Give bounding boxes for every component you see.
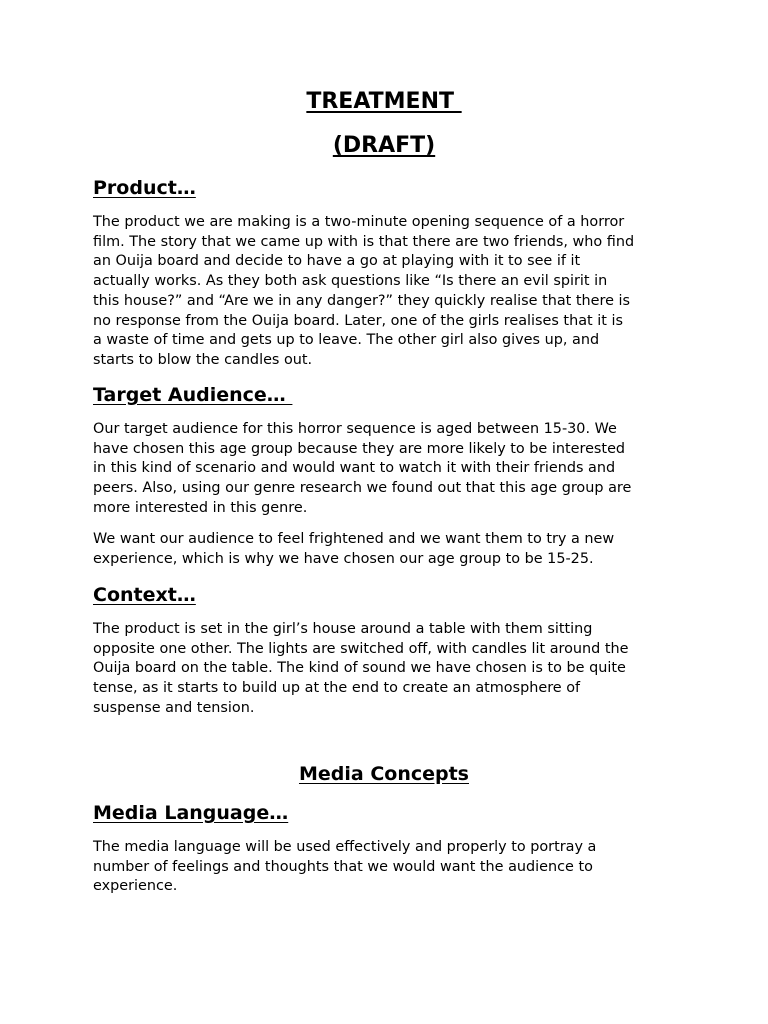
text-line: no response from the Ouija board. Later, one of the girls realises that it is <box>93 312 623 329</box>
text-line: experience. <box>93 878 178 895</box>
text-line: peers. Also, using our genre research we found out that this age group are <box>93 480 632 497</box>
text-line: The product we are making is a two-minute opening sequence of a horror <box>93 214 625 230</box>
text-line: have chosen this age group because they are more likely to be interested <box>93 440 626 457</box>
text-line: this house?” and “Are we in any danger?” they quickly realise that there is <box>93 292 631 309</box>
paragraph-target-audience-1 <box>93 420 693 519</box>
text-line: The product is set in the girl’s house around a table with them sitting <box>93 621 593 637</box>
text-line: The media language will be used effectively and properly to portray a <box>93 839 597 855</box>
text-line: suspense and tension. <box>93 699 255 716</box>
text-line: more interested in this genre. <box>93 499 308 516</box>
text-line: Ouija board on the table. The kind of sound we have chosen is to be quite <box>93 660 626 677</box>
text-line: film. The story that we came up with is that there are two friends, who find <box>93 233 635 250</box>
text-line: actually works. As they both ask questions like “Is there an evil spirit in <box>93 273 608 290</box>
paragraph-target-audience-2 <box>93 530 693 569</box>
text-line: tense, as it starts to build up at the end to create an atmosphere of <box>93 680 581 697</box>
section-heading-media-language: Media Language… <box>93 802 289 824</box>
text-line: starts to blow the candles out. <box>93 351 313 368</box>
text-line: We want our audience to feel frightened and we want them to try a new <box>93 531 615 547</box>
text-line: an Ouija board and decide to have a go at playing with it to see if it <box>93 253 581 270</box>
text-line: in this kind of scenario and would want to watch it with their friends and <box>93 460 616 477</box>
section-heading-target-audience: Target Audience… <box>93 384 293 406</box>
text-line: opposite one other. The lights are switched off, with candles lit around the <box>93 640 629 657</box>
text-line: Our target audience for this horror sequence is aged between 15-30. We <box>93 421 617 437</box>
text-line: number of feelings and thoughts that we would want the audience to <box>93 858 593 875</box>
text-line: a waste of time and gets up to leave. The other girl also gives up, and <box>93 332 600 349</box>
text-line: experience, which is why we have chosen our age group to be 15-25. <box>93 550 594 567</box>
document-title: TREATMENT <box>306 89 462 114</box>
section-heading-context: Context… <box>93 584 196 606</box>
paragraph-context <box>93 620 693 719</box>
section-heading-product: Product… <box>93 177 196 199</box>
document-subtitle: (DRAFT) <box>332 133 436 158</box>
media-concepts-title: Media Concepts <box>298 763 469 785</box>
paragraph-media-language <box>93 838 693 897</box>
paragraph-product <box>93 213 693 371</box>
